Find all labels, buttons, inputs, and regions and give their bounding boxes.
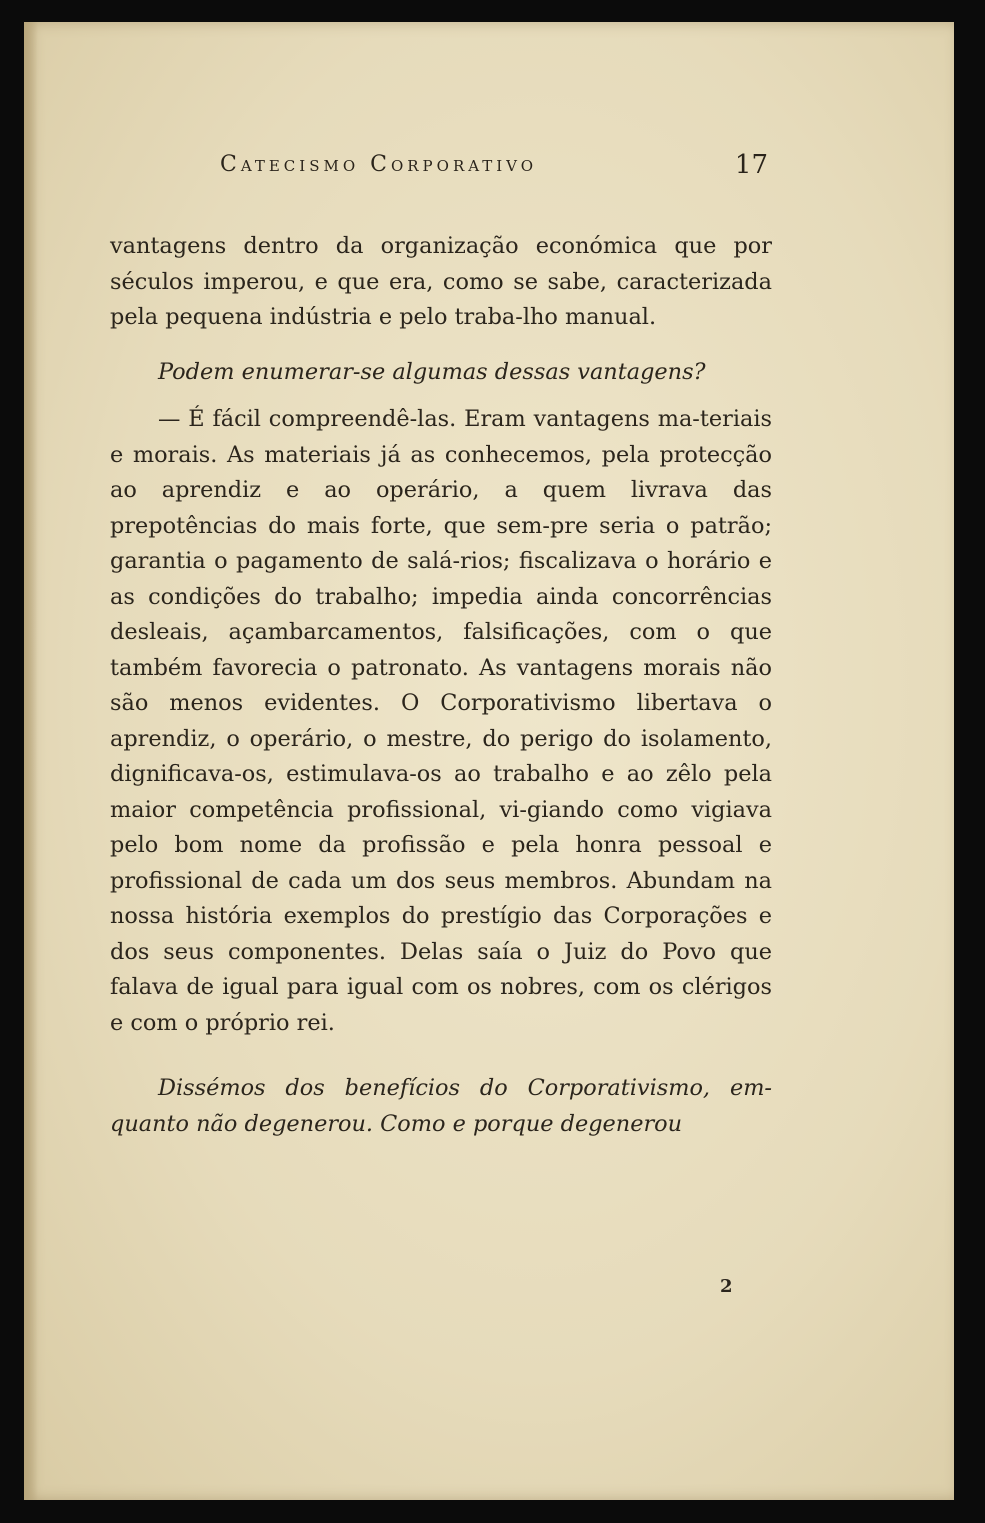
question-heading: Podem enumerar-se algumas dessas vantagens?: [158, 358, 706, 385]
signature-mark: 2: [720, 1276, 733, 1297]
paragraph-continuation: vantagens dentro da organização económica que por séculos imperou, e que era, como se sabe, caracterizada pela pequena indústria e pelo traba-lho manual.: [110, 233, 772, 330]
running-title: Catecismo Corporativo: [220, 152, 538, 177]
page-number: 17: [734, 150, 768, 180]
question-heading-2: Dissémos dos benefícios do Corporativismo, em-quanto não degenerou. Como e porque degenerou: [110, 1075, 772, 1137]
answer-paragraph: — É fácil compreendê-las. Eram vantagens ma-teriais e morais. As materiais já as conhecemos, pela protecção ao aprendiz e ao operário, a quem livrava das prepotências do mais forte, que sem-pre seria o patrão; garantia o pagamento de salá-rios; fiscalizava o horário e as condições do trabalho; impedia ainda concorrências desleais, açambarcamentos, falsificações, com o que também favorecia o patronato. As vantagens morais não são menos evidentes. O Corporativismo libertava o aprendiz, o operário, o mestre, do perigo do isolamento, dignificava-os, estimulava-os ao trabalho e ao zêlo pela maior competência profissional, vi-giando como vigiava pelo bom nome da profissão e pela honra pessoal e profissional de cada um dos seus membros. Abundam na nossa história exemplos do prestígio das Corporações e dos seus componentes. Delas saía o Juiz do Povo que falava de igual para igual com os nobres, com os clérigos e com o próprio rei.: [110, 406, 772, 1036]
running-head: [220, 152, 768, 188]
page-spine-shadow: [24, 22, 38, 1500]
page-body: [110, 229, 772, 1142]
